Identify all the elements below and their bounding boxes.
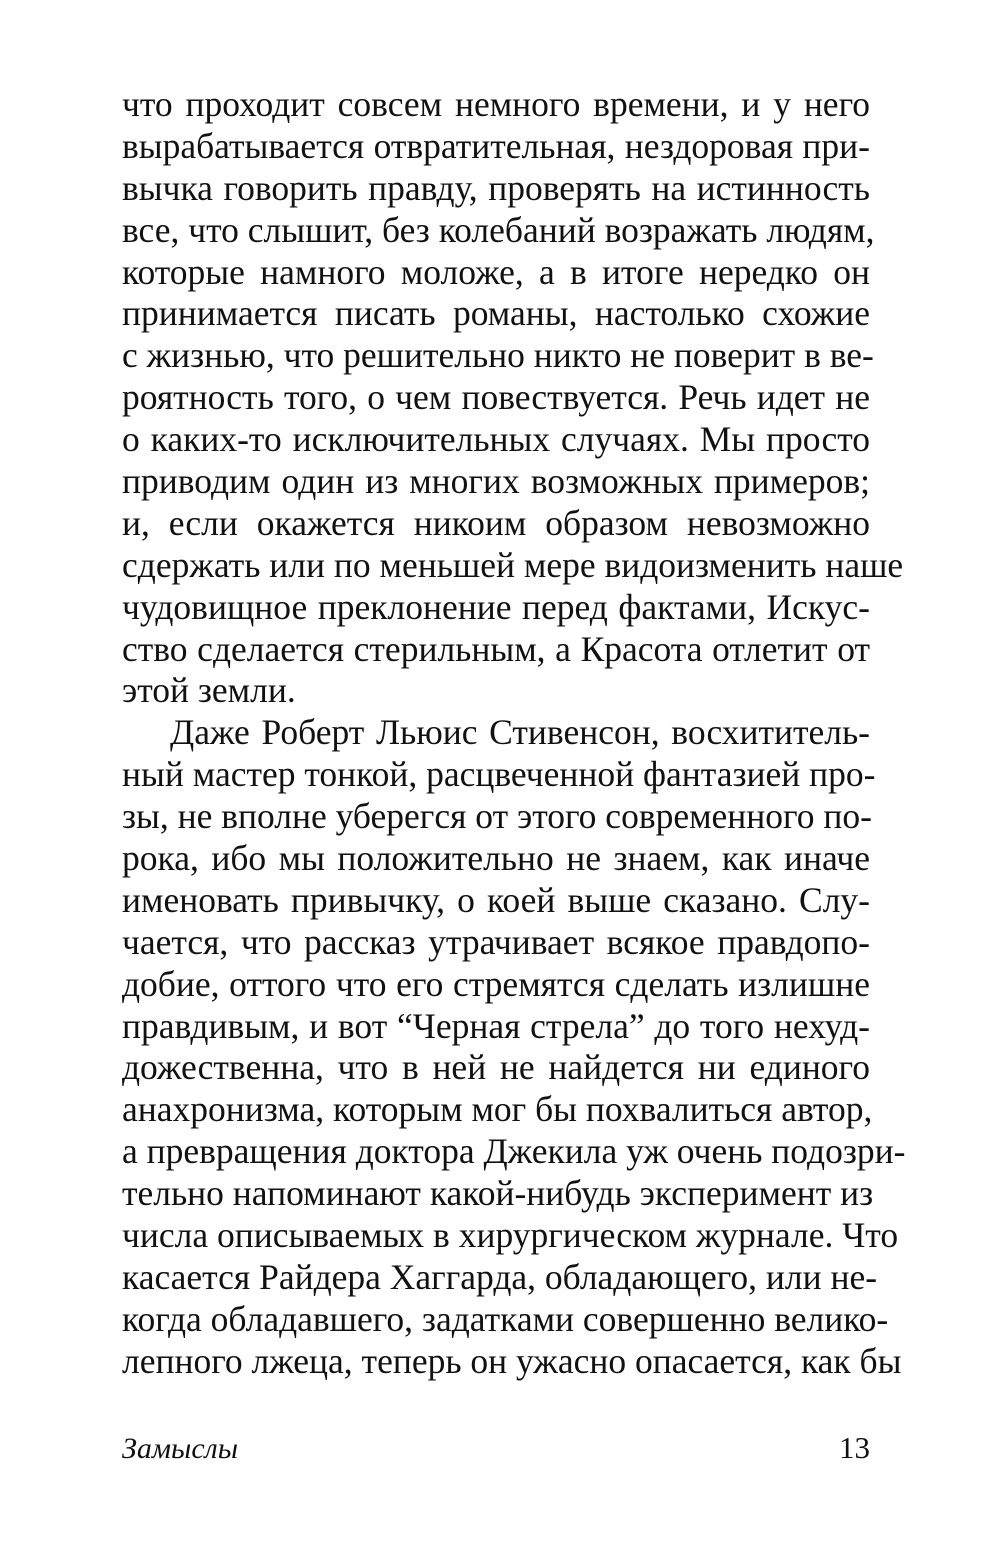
text-line: когда обладавшего, задатками совершенно велико- <box>122 1298 889 1339</box>
page-number: 13 <box>839 1430 870 1465</box>
text-line: о каких-то исключительных случаях. Мы просто <box>122 419 870 460</box>
text-line: рока, ибо мы положительно не знаем, как иначе <box>122 838 870 879</box>
text-line: и, если окажется никоим образом невозможно <box>122 502 870 543</box>
text-line: чудовищное преклонение перед фактами, Искус- <box>122 586 870 627</box>
text-line: чается, что рассказ утрачивает всякое правдопо- <box>122 921 870 962</box>
text-line: добие, оттого что его стремятся сделать излишне <box>122 963 870 1004</box>
text-line: именовать привычку, о коей выше сказано. Слу- <box>122 879 870 920</box>
text-line: этой земли. <box>122 670 296 711</box>
text-line: все, что слышит, без колебаний возражать людям, <box>122 209 875 250</box>
text-line: касается Райдера Хаггарда, обладающего, или не- <box>122 1256 878 1297</box>
text-line: вычка говорить правду, проверять на истинность <box>122 167 870 208</box>
text-line: сдержать или по меньшей мере видоизменить наше <box>122 544 904 585</box>
text-line: которые намного моложе, а в итоге нередко он <box>122 251 870 292</box>
text-line: ство сделается стерильным, а Красота отлетит от <box>122 628 870 669</box>
text-line: с жизнью, что решительно никто не поверит в ве- <box>122 335 874 376</box>
text-line: Даже Роберт Льюис Стивенсон, восхититель- <box>170 712 870 753</box>
text-line: числа описываемых в хирургическом журнале. Что <box>122 1215 899 1256</box>
text-line: приводим один из многих возможных примеров; <box>122 461 870 502</box>
text-line: правдивым, и вот “Черная стрела” до того нехуд- <box>122 1005 870 1046</box>
text-line: анахронизма, которым мог бы похвалиться автор, <box>122 1089 873 1130</box>
text-line: вырабатывается отвратительная, нездоровая при- <box>122 125 870 166</box>
text-line: роятность того, о чем повествуется. Речь идет не <box>122 377 870 418</box>
text-line: тельно напоминают какой-нибудь эксперимент из <box>122 1173 874 1214</box>
text-line: а превращения доктора Джекила уж очень подозри- <box>122 1131 906 1172</box>
text-line: дожественна, что в ней не найдется ни единого <box>122 1047 870 1088</box>
text-line: зы, не вполне уберегся от этого современного по- <box>122 796 872 837</box>
text-line: ный мастер тонкой, расцвеченной фантазией про- <box>122 754 876 795</box>
text-line: лепного лжеца, теперь он ужасно опасается, как бы <box>122 1340 902 1381</box>
text-line: что проходит совсем немного времени, и у него <box>122 84 870 124</box>
body-text <box>122 84 906 1383</box>
text-line: принимается писать романы, настолько схожие <box>122 293 870 334</box>
running-footer-title: Замыслы <box>122 1432 239 1465</box>
